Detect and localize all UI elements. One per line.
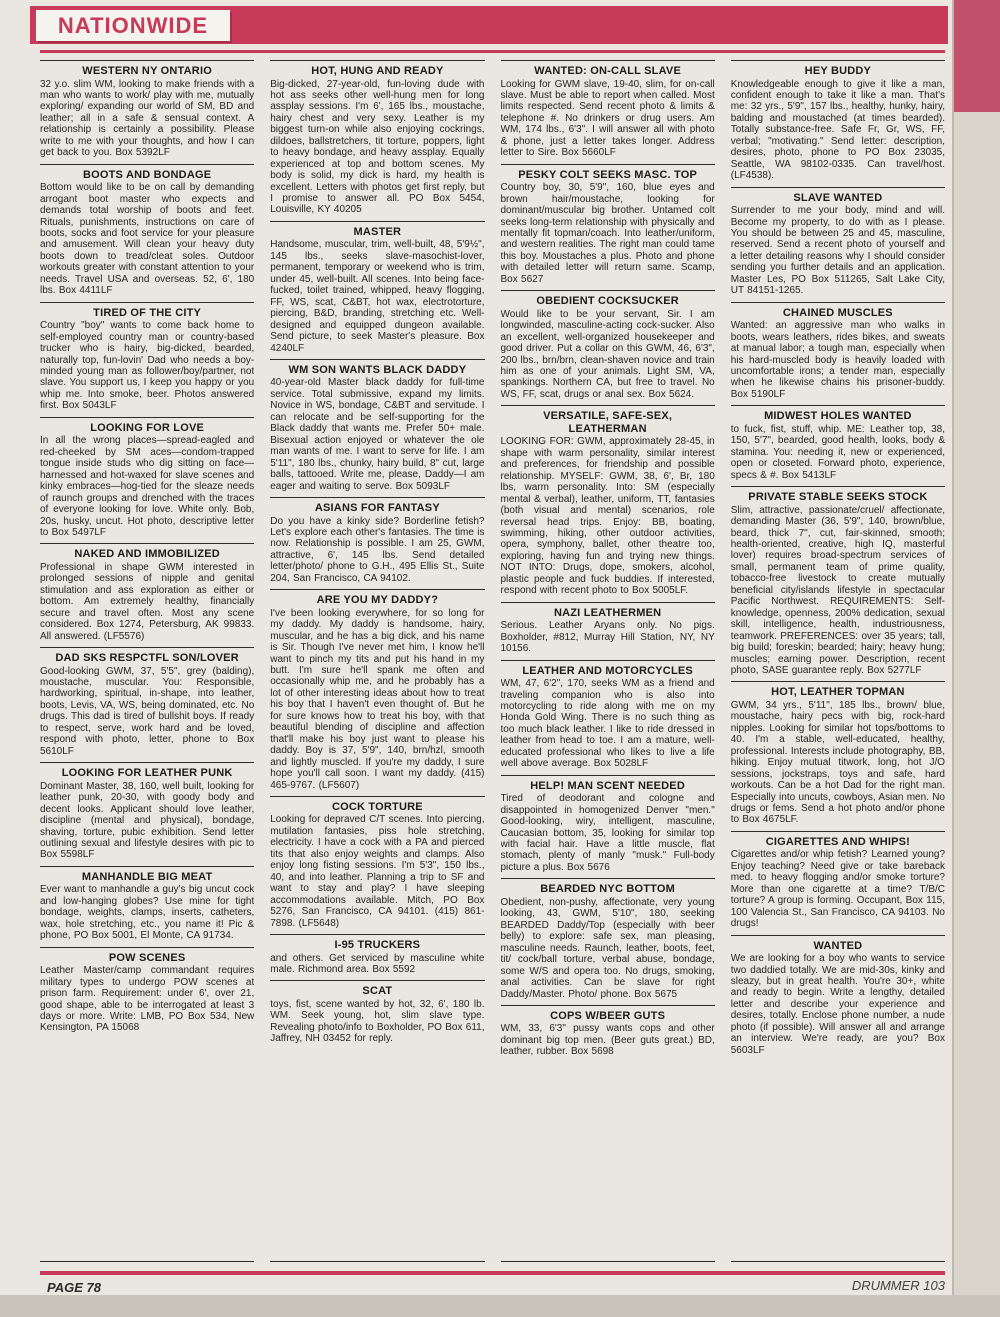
ad-body: Dominant Master, 38, 160, well built, looking for leather punk, 20-30, with goody body and decent looks. Applicant should love leather, discipline (mental and physical), bondage, shaving, torture, pubic exhibition. Send letter outlining sexual and lifestyle desires with pic to Box 5598LF [40,780,255,861]
ad-title: VERSATILE, SAFE-SEX, LEATHERMAN [543,410,673,435]
classified-ad [40,417,254,539]
ad-body: 40-year-old Master black daddy for full-time service. Total submissive, expand my limits. Novice in WS, bondage, C&BT and servitude. I can relocate and be self-supporting for the Black daddy that wants me. Prefer 50+ male. Bisexual action enjoyed or whatever the ole man wants of me. I want to serve for life. I am 5'11", 180 lbs., chunky, hairy build, 8" cut, large balls, tattooed. Write me, please, Daddy—I am eager and waiting to serve. Box 5093LF [270,377,485,492]
ad-title: ASIANS FOR FANTASY [314,502,440,514]
ad-body: Would like to be your servant, Sir. I am longwinded, masculine-acting cock-sucker. Also an excellent, well-organized housekeeper and good driver. Put a collar on this GWM, 46, 6'3", 200 lbs., brn/brn, clean-shaven novice and train him as one of your animals. Light SM, VA, spankings. Northern CA, but free to travel. No WS, FF, scat, drugs or anal sex. Box 5624. [500,308,715,400]
column-2 [270,60,484,1262]
ad-title: I-95 TRUCKERS [334,939,421,951]
ad-body: LOOKING FOR: GWM, approximately 28-45, in shape with warm personality, similar interest and preferences, for friendship and possible relationship. MYSELF: GWM, 38, 6', Br, 180 lbs, warm personality. Into: SM (especially mental & verbal), leather, uniform, TT, fantasies (both visual and mental) scenarios, role reversal head trips. Enjoy: BB, boating, swimming, hiking, other outdoor activities, opera, symphony, ballet, other theatre too, exploring, having fun and trying new things. NOT INTO: Drugs, dope, smokers, alcohol, plastic people and fuck buddies. If interested, respond with recent photo to Box 5005LF. [500,436,715,597]
ad-title: WANTED [813,939,863,952]
banner-rule [40,50,945,53]
ad-title: COCK TORTURE [331,800,423,813]
page-edge-strip [952,0,1000,1295]
classified-ad [501,878,715,1000]
ad-body: Obedient, non-pushy, affectionate, very young looking, 43, GWM, 5'10", 180, seeking BEARDED Daddy/Top (especially with beer belly) to explore: safe sex, man pleasing, masculine needs. Raunch, leather, boots, feet, tit/ cock/ball torture, verbal abuse, bondage, some W/S and opera too. No drugs, smoking, anal activities. Can be slave for right Daddy/Master. Photo/ phone. Box 5675 [500,896,715,1000]
ad-body: Slim, attractive, passionate/cruel/ affectionate, demanding Master (36, 5'9", 140, brown/blue, beard, thick 7", cut, fair-skinned, smooth; health-oriented, creative, high IQ, masterful lover) requires broad-spectrum services of small, permanent team of prime quality, tobacco-free livestock to create mutually beneficial city/islands lifestyle in spectacular Pacific Northwest. REQUIREMENTS: Self-knowledge, openness, 200% dedication, sexual skill, intelligence, health, industriousness, teamwork. PREFERENCES: over 35 years; tall, big build; foreskin; bearded; hairy; heavy hung; muscles; earning power. Description, recent photo, SASE guarantee reply. Box 5277LF [730,504,945,676]
ad-body: Do you have a kinky side? Borderline fetish? Let's explore each other's fantasies. The time is now. Relationship is possible. I am 25, GWM, attractive, 6', 145 lbs. Send detailed letter/photo/ phone to G.H., 495 Ellis St., Suite 204, San Francisco, CA 94102. [270,515,485,584]
ad-title: OBEDIENT COCKSUCKER [536,295,679,308]
ad-title: WANTED: ON-CALL SLAVE [534,65,682,77]
section-title: NATIONWIDE [57,12,209,38]
page-number: PAGE 78 [47,1280,101,1295]
classified-ad [270,359,484,492]
ad-title: ARE YOU MY DADDY? [316,594,439,607]
classified-ad [40,647,254,757]
classified-ad [501,290,715,400]
classified-ad [501,164,715,286]
classified-ad [501,1005,715,1058]
ad-body: Professional in shape GWM interested in prolonged sessions of nipple and genital stimulation and ass exploration as either or bottom. Am extremely healthy, financially secure and travel often. Most any scene considered. Box 1274, Petersburg, AK 99833. All answered. (LF5576) [40,561,255,642]
ad-title: COPS W/BEER GUTS [550,1009,666,1022]
ad-title: HOT, LEATHER TOPMAN [771,686,905,699]
ad-title: CHAINED MUSCLES [782,306,893,319]
ad-body: WM, 33, 6'3" pussy wants cops and other dominant big top men. (Beer guts great.) BD, leather, rubber. Box 5698 [500,1023,715,1058]
ad-body: In all the wrong places—spread-eagled and red-cheeked by SM aces—condom-trapped tongue inside studs who dig sitting on face—harnessed and hot-waxed for slave scenes and kinky embraces—hog-tied for the sleaze needs of raunch groups and drenched with the traces of everyone looking for love. White only. Bob, 20s, husky, uncut. Hot photo, descriptive letter to Box 5497LF [40,435,255,538]
classified-ad [270,934,484,975]
ad-title: SCAT [362,985,393,998]
classified-ad [40,302,254,412]
classified-ad [40,60,254,159]
ad-title: BEARDED NYC BOTTOM [540,883,676,896]
classified-ad [40,762,254,861]
section-banner [30,6,948,44]
ad-title: CIGARETTES AND WHIPS! [765,835,911,848]
ad-title: DAD SKS RESPCTFL SON/LOVER [55,652,239,665]
ad-body: Wanted: an aggressive man who walks in boots, wears leathers, rides bikes, and sweats at manual labor; a tough man, especially when his hard-muscled body is heavily loaded with uncomfortable irons; a tender man, especially when he likewise chains his prisoner-buddy. Box 5190LF [730,320,945,400]
ad-title: HOT, HUNG AND READY [311,65,444,77]
classified-ad [501,602,715,655]
ad-body: 32 y.o. slim WM, looking to make friends with a man who wants to work/ play with me, mutually exploring/ expanding our world of SM, BD and leather; all in a safe & sensual context. A relationship is certainly a possibility. Please write to me with your thoughts, and how I can get back to you. Box 5392LF [40,78,255,159]
ad-title: PRIVATE STABLE SEEKS STOCK [748,491,928,504]
ad-body: Ever want to manhandle a guy's big uncut cock and low-hanging globes? Use mine for tight bondage, weights, clamps, inserts, catheters, wax, hole stretching, etc., you name it! Pic & phone, PO Box 5001, El Monte, CA 91734. [40,884,255,942]
ad-title: LOOKING FOR LOVE [90,421,205,434]
column-4 [731,60,945,1262]
ad-title: PESKY COLT SEEKS MASC. TOP [518,168,698,181]
classified-ad [270,796,484,929]
ad-title: HELP! MAN SCENT NEEDED [530,779,685,792]
column-1 [40,60,254,1262]
page-edge-top [954,0,1000,112]
classified-ad [270,980,484,1044]
ad-body: Bottom would like to be on call by demanding arrogant boot master who expects and demands total worship of boots and feet. Rituals, punishments, instructions on care of boots, socks and foot service for your pleasure and amusement. Will clean your heavy duty boots down to tread/cleat soles. Outdoor workouts greater with constant attention to your needs. Travel USA and overseas. 52, 6', 180 lbs. Box 4411LF [40,182,255,297]
classified-ad [731,935,945,1057]
ad-title: WM SON WANTS BLACK DADDY [288,363,467,376]
ad-body: WM, 47, 6'2", 170, seeks WM as a friend and traveling companion who is also into motorcycling to ride along with me on my Honda Gold Wing. There is no such thing as too much black leather. I like to ride dressed in leather from head to toe. I am a mature, well-educated professional who likes to live a life well above average. Box 5028LF [500,678,715,770]
classified-ad [731,831,945,930]
ad-title: TIRED OF THE CITY [93,306,202,319]
classified-ad [731,302,945,401]
classified-ad [501,775,715,874]
page-bottom-edge [0,1295,1000,1317]
classified-ad [731,60,945,182]
ad-body: Big-dicked, 27-year-old, fun-loving dude with hot ass seeks other well-hung men for long assplay sessions. I'm 6', 165 lbs., moustache, hairy chest and very sexy. Leather is my biggest turn-on while also enjoying cockrings, dildoes, ballstretchers, tit torture, poppers, light to heavy bondage, and heavy assplay. Equally experienced at top and bottom scenes. My body is solid, my dick is hard, my health is excellent. Letters with photos get first reply, but I promise to answer all. PO Box 5454, Louisville, KY 40205 [270,78,485,216]
ad-body: Looking for GWM slave, 19-40, slim, for on-call slave. Must be able to report when called. Most limits respected. Send recent photo & limits & telephone #. No drinkers or drug users. Am WM, 174 lbs., 6'3". I will answer all with photo & phone, just a letter takes longer. Address letter to Sire. Box 5660LF [500,78,715,159]
ad-title: LOOKING FOR LEATHER PUNK [61,767,233,780]
classified-ad [40,543,254,642]
classified-ad [501,60,715,159]
ad-body: Serious. Leather Aryans only. No pigs. Boxholder, #812, Murray Hill Station, NY, NY 10156. [500,620,715,655]
ad-title: LEATHER AND MOTORCYCLES [522,664,693,677]
classified-ad [501,405,715,596]
classified-ad [731,681,945,825]
ad-title: SLAVE WANTED [793,191,883,204]
ad-body: Cigarettes and/or whip fetish? Learned young? Enjoy teaching? Need give or take bareback med. to heavy flogging and/or smoke torture? More than one cigarette at a time? T/B/C torture? A group is forming. Occupant, Box 115, 100 Valencia St., San Francisco, CA 94103. No drugs! [730,849,945,930]
ad-body: Surrender to me your body, mind and will. Become my property, to do with as I please. You should be between 25 and 45, masculine, reserved. Send a recent photo of yourself and a letter detailing reasons why I should consider sending you further details and an application. Master Les, PO Box 511265, Salt Lake City, UT 84151-1265. [730,205,945,297]
ad-body: Good-looking GWM, 37, 5'5", grey (balding), moustache, muscular. You: Responsible, hardworking, spiritual, in-shape, into leather, boots, Levis, VA, WS, being dominated, etc. No drugs. This dad is tired of bullshit boys. If ready to respect, serve, work hard and be loved, respond with photo, letter, phone to Box 5610LF [40,665,255,757]
ad-title: HEY BUDDY [804,65,872,77]
footer-rule [40,1271,945,1275]
classified-ad [731,187,945,297]
classified-ad [270,497,484,584]
ad-body: I've been looking everywhere, for so long for my daddy. My daddy is handsome, hairy, muscular, and he has a big dick, and his name is Sir. Though I've never met him, I know he'll want to pinch my tits and put his hand in my butt. I'm sure he'll spank me often and occasionally whip me, and he probably has a lot of other interesting ideas about how to treat his boy that I haven't even thought of. But he for sure knows how to treat his boy, with that beautiful blending of discipline and affection that'll make his boy just want to please his daddy. Boy is 37, 5'9", 140, brn/hzl, smooth and lightly muscled. If you're my daddy, I sure hope you'll call soon. I want my daddy. (415) 465-9767. (LF5607) [270,607,485,791]
classified-ad [40,164,254,297]
classified-ad [40,866,254,942]
ad-title: MIDWEST HOLES WANTED [764,410,912,423]
classifieds-columns [40,60,945,1262]
classified-ad [270,221,484,354]
ad-body: Leather Master/camp commandant requires military types to undergo POW scenes at prison farm. Requirement: under 6', over 21, good shape, able to be interrogated at least 3 days or more. Write: LMB, PO Box 534, New Kensington, PA 15068 [40,965,255,1034]
ad-title: NAZI LEATHERMEN [553,606,662,619]
ad-body: and others. Get serviced by masculine white male. Richmond area. Box 5592 [270,952,485,975]
ad-body: Looking for depraved C/T scenes. Into piercing, mutilation fantasies, piss hole stretching, electricity. I have a cock with a PA and pierced tits that also enjoy weights and clamps. Also enjoy long fisting sessions. I'm 5'3", 150 lbs., 40, and into leather. Planning a trip to SF and want to stay and play? I have sleeping accommodations available. Mitch, PO Box 5276, San Francisco, CA 94101. (415) 861-7898. (LF5648) [270,814,485,929]
ad-body: Tired of deodorant and cologne and disappointed in homogenized Denver "men." Good-looking, wiry, intelligent, masculine, Caucasian bottom, 35, looking for similar top with facial hair. Have a little muscle, flat stomach, plenty of manly "musk." Full-body picture a plus. Box 5676 [500,793,715,873]
classified-ad [270,60,484,216]
ad-body: toys, fist, scene wanted by hot, 32, 6', 180 lb. WM. Seek young, hot, slim slave type. Revealing photo/info to Boxholder, PO Box 611, Jaffrey, NH 03452 for reply. [270,998,485,1045]
ad-title: BOOTS AND BONDAGE [82,168,212,181]
classified-ad [270,589,484,791]
classified-ad [501,660,715,770]
classified-ad [731,486,945,676]
ad-body: Country "boy" wants to come back home to self-employed country man or country-based trucker who is hairy, big-dicked, bearded, naturally top, fun-lovin' Dad who needs a boy-minded young man as follower/boy/partner, not slave. You support us, I keep you happy or you whip me. Into smoke, beer. Photos answered first. Box 5043LF [40,320,255,412]
ad-body: to fuck, fist, stuff, whip. ME: Leather top, 38, 150, 5'7", bearded, good health, looks, body & stamina. You: needing it, new or experienced, open or closeted. Forward photo, experience, specs & #. Box 5413LF [730,423,945,481]
column-3 [501,60,715,1262]
ad-title: NAKED AND IMMOBILIZED [74,548,220,561]
ad-body: Handsome, muscular, trim, well-built, 48, 5'9½", 145 lbs., seeks slave-masochist-lover, permanent, temporary or weekend who is trim, under 45, well-built. All scenes. Into being face-fucked, toilet trained, whipped, heavy flogging, FF, WS, scat, C&BT, hot wax, electrotorture, piercing, B&D, branding, stretching etc. Well-designed and equipped dungeon available. Send picture, to seek Master's pleasure. Box 4240LF [270,239,485,354]
ad-title: WESTERN NY ONTARIO [82,65,212,77]
section-title-box [36,10,230,41]
ad-title: POW SCENES [108,951,186,964]
ad-body: GWM, 34 yrs., 5'11", 185 lbs., brown/ blue, moustache, hairy pecs with big, rock-hard nipples. Looking for similar hot tops/bottoms to 40. I'm a stable, well-educated, healthy, professional. Interests include photography, BB, hiking. Enjoy mutual titwork, long, hot J/O sessions, jockstraps, toys and safe, hard workouts. Can be a hot Dad for the right man. Especially into uncuts, cowboys, Asian men. No drugs or fems. Send a hot photo and/or phone to Box 4675LF. [730,699,945,826]
issue-label: DRUMMER 103 [851,1278,945,1293]
ad-title: MASTER [353,225,402,238]
ad-body: We are looking for a boy who wants to service two daddied totally. We are mid-30s, kinky and sleazy, but in great health. You're 30+, white and ready to begin. Write a lengthy, detailed letter and describe your experience and desires, totally. Enclose phone number, a nude photo (if possible). Will answer all and arrange an interview. We're ready, are you? Box 5603LF [730,953,945,1056]
ad-title: MANHANDLE BIG MEAT [81,870,213,883]
classified-ad [40,947,254,1034]
ad-body: Country boy, 30, 5'9", 160, blue eyes and brown hair/moustache, looking for dominant/muscular big brother. Untamed colt seeks long-term relationship with physically and mentally fit topman/coach. Into leather/uniform, and western realities. The right man could tame this boy. Moustaches a plus. Photo and phone with detailed letter will return same. Scamp, Box 5627 [500,182,715,285]
classified-ad [731,405,945,481]
ad-body: Knowledgeable enough to give it like a man, confident enough to take it like a man. That's me: 32 yrs., 5'9", 157 lbs., healthy, hunky, hairy, balding and moustached (at times bearded). Totally substance-free. Safe Fr, Gr, WS, FF, verbal; "motivating." Send letter: description, desires, photo, phone to PO Box 23035, Seattle, WA 98102-0335. Can travel/host. (LF4538). [730,78,945,182]
